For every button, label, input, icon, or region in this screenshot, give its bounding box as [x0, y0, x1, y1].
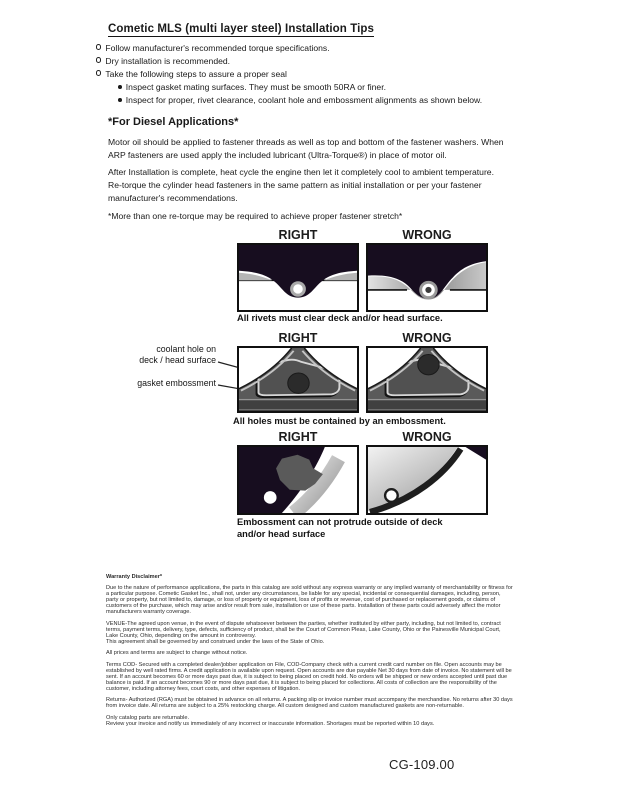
rivet-clear-illustration [239, 245, 357, 310]
installation-tips-list [96, 42, 520, 107]
list-item [96, 42, 520, 55]
hole-outside-illustration [368, 348, 486, 411]
rivet-row-caption: All rivets must clear deck and/or head surface. [237, 313, 443, 323]
rivet-wrong-diagram [366, 243, 488, 312]
returns-paragraph: Returns- Authorized (RGA) must be obtained in advance on all returns. A packing slip or invoice number must accompany the merchandise. No returns after 30 days from invoice date. All returns are subject to a 25% restocking charge. All custom designed and custom manufactured gaskets are non-returnable. [106, 697, 513, 709]
disclaimer-heading: Warranty Disclaimer* [106, 574, 163, 580]
right-label: RIGHT [278, 430, 318, 444]
warranty-disclaimer [106, 574, 513, 732]
wrong-label: WRONG [402, 331, 452, 345]
embossment-protruding-illustration [368, 447, 486, 513]
embossment-wrong-diagram [366, 445, 488, 515]
page-code: CG-109.00 [389, 757, 455, 772]
right-label: RIGHT [278, 228, 318, 242]
diesel-section-heading: *For Diesel Applications* [108, 116, 239, 128]
gasket-embossment-callout: gasket embossment [137, 378, 216, 388]
open-bullet-icon [96, 44, 101, 49]
coolant-hole-callout: coolant hole on deck / head surface [139, 344, 216, 365]
rivet-touching-illustration [368, 245, 486, 310]
governed-line: This agreement shall be governed by and construed under the laws of the State of Ohio. [106, 638, 325, 645]
venue-paragraph: VENUE-The agreed upon venue, in the event of dispute whatsoever between the parties, whether instituted by either party, including, but not limited to, contract terms, payment terms, delivery, type, defects, sufficiency of product, shall be the Court of Common Pleas, Lake County, Ohio or the Painesville Municipal Court, Lake County, Ohio, depending on the amount in controversy. [106, 620, 501, 639]
list-item-text: Follow manufacturer's recommended torque specifications. [105, 43, 330, 53]
list-item-text: Inspect gasket mating surfaces. They must be smooth 50RA or finer. [125, 82, 386, 92]
terms-paragraph: Terms COD- Secured with a completed dealer/jobber application on File, COD-Company check with a current credit card number on file. Open accounts may be established by well rated firms. A credit application is available upon request. Open accounts are due payable Net 30 days from date of invoice. No statement will be sent. If an account becomes 60 or more days past due, it is subject to being placed on credit hold. No orders will be shipped or new orders accepted until past due balance is paid. If an account becomes 90 or more days past due, it is subject to being placed for collections. All costs of collection are the responsibility of the customer, including attorney fees, court costs, and other expenses of litigation. [106, 661, 512, 692]
review-line: Review your invoice and notify us immediately of any incorrect or inaccurate information. Shortages must be reported within 10 days. [106, 720, 435, 727]
prices-line: All prices and terms are subject to change without notice. [106, 650, 248, 656]
list-item-text: Inspect for proper, rivet clearance, coolant hole and embossment alignments as shown below. [125, 95, 483, 105]
diesel-paragraph-2: After Installation is complete, heat cycle the engine then let it completely cool to ambient temperature. Re-torque the cylinder head fasteners in the same pattern as initial installation or per your fastener manufacturer's recommendations. [108, 167, 494, 203]
embossment-row-caption: Embossment can not protrude outside of deck and/or head surface [237, 517, 443, 539]
returnable-line: Only catalog parts are returnable. [106, 714, 190, 721]
open-bullet-icon [96, 57, 101, 62]
page-title: Cometic MLS (multi layer steel) Installation Tips [108, 23, 375, 35]
diesel-paragraph-1: Motor oil should be applied to fastener threads as well as top and bottom of the fastener washers. When ARP fasteners are used apply the included lubricant (Ultra-Torque®) in place of motor oil. [108, 137, 504, 160]
filled-bullet-icon [118, 85, 122, 89]
list-item [96, 55, 520, 68]
rivet-right-diagram [237, 243, 359, 312]
embossment-contained-illustration [239, 447, 357, 513]
right-label: RIGHT [278, 331, 318, 345]
hole-wrong-diagram [366, 346, 488, 413]
disclaimer-paragraph: Due to the nature of performance applications, the parts in this catalog are sold without any express warranty or any implied warranty of merchantability or fitness for a particular purpose. Cometic Gasket Inc., shall not, under any circumstances, be liable for any special, incidental or consequential damages, including, person, party or property, but not limited to, damage, or loss of property or equipment, loss of profits or revenue, cost of purchased or replacement goods, or claims of customers of the purchase, which may arise and/or result from sale, installation or use of these parts. Installation of these parts could adversely affect the motor manufacturers warranty coverage. [106, 585, 513, 615]
hole-right-diagram [237, 346, 359, 413]
embossment-right-diagram [237, 445, 359, 515]
wrong-label: WRONG [402, 228, 452, 242]
retorque-note: *More than one re-torque may be required to achieve proper fastener stretch* [108, 211, 403, 221]
open-bullet-icon [96, 70, 101, 75]
hole-contained-illustration [239, 348, 357, 411]
list-item-text: Dry installation is recommended. [105, 56, 231, 66]
list-item-text: Take the following steps to assure a proper seal [105, 69, 287, 79]
wrong-label: WRONG [402, 430, 452, 444]
list-item [118, 81, 520, 94]
list-item [118, 94, 520, 107]
filled-bullet-icon [118, 98, 122, 102]
list-item [96, 68, 520, 81]
hole-row-caption: All holes must be contained by an embossment. [233, 416, 446, 426]
